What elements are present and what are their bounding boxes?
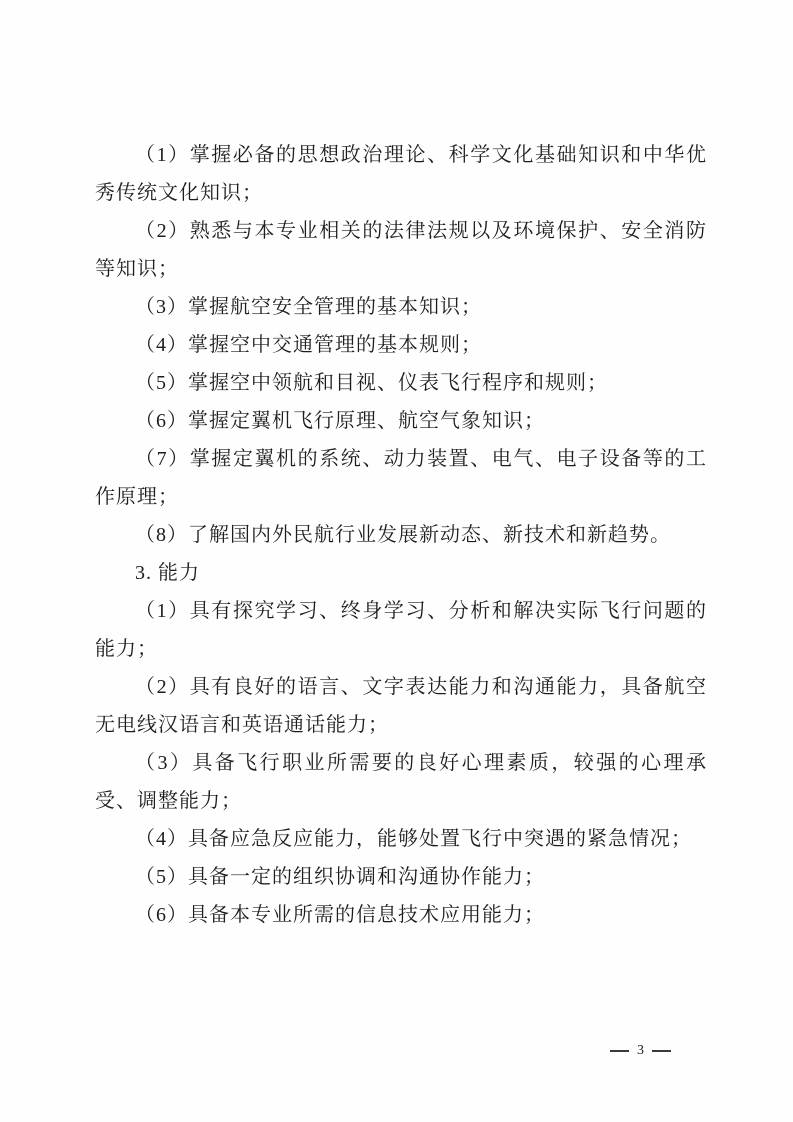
list-item-knowledge-1: （1）掌握必备的思想政治理论、科学文化基础知识和中华优秀传统文化知识； bbox=[95, 144, 707, 204]
page-number: 3 bbox=[637, 1043, 644, 1058]
section-heading-ability: 3. 能力 bbox=[135, 562, 200, 584]
list-item-knowledge-2: （2）熟悉与本专业相关的法律法规以及环境保护、安全消防等知识； bbox=[95, 220, 707, 280]
list-item-knowledge-5: （5）掌握空中领航和目视、仪表飞行程序和规则； bbox=[135, 372, 608, 394]
list-item-knowledge-8: （8）了解国内外民航行业发展新动态、新技术和新趋势。 bbox=[135, 524, 671, 546]
list-item-ability-5: （5）具备一定的组织协调和沟通协作能力； bbox=[135, 866, 545, 888]
list-item-knowledge-7: （7）掌握定翼机的系统、动力装置、电气、电子设备等的工作原理； bbox=[95, 448, 707, 508]
document-content bbox=[95, 136, 707, 934]
list-item-knowledge-3: （3）掌握航空安全管理的基本知识； bbox=[135, 296, 482, 318]
page-footer bbox=[610, 1042, 671, 1060]
list-item-ability-6: （6）具备本专业所需的信息技术应用能力； bbox=[135, 904, 545, 926]
list-item-ability-2: （2）具有良好的语言、文字表达能力和沟通能力，具备航空无电线汉语言和英语通话能力； bbox=[95, 676, 707, 736]
list-item-ability-1: （1）具有探究学习、终身学习、分析和解决实际飞行问题的能力； bbox=[95, 600, 707, 660]
footer-dash-right bbox=[652, 1050, 671, 1052]
list-item-knowledge-6: （6）掌握定翼机飞行原理、航空气象知识； bbox=[135, 410, 545, 432]
footer-dash-left bbox=[610, 1050, 629, 1052]
list-item-ability-3: （3）具备飞行职业所需要的良好心理素质，较强的心理承受、调整能力； bbox=[95, 752, 707, 812]
list-item-ability-4: （4）具备应急反应能力，能够处置飞行中突遇的紧急情况； bbox=[135, 828, 692, 850]
list-item-knowledge-4: （4）掌握空中交通管理的基本规则； bbox=[135, 334, 482, 356]
